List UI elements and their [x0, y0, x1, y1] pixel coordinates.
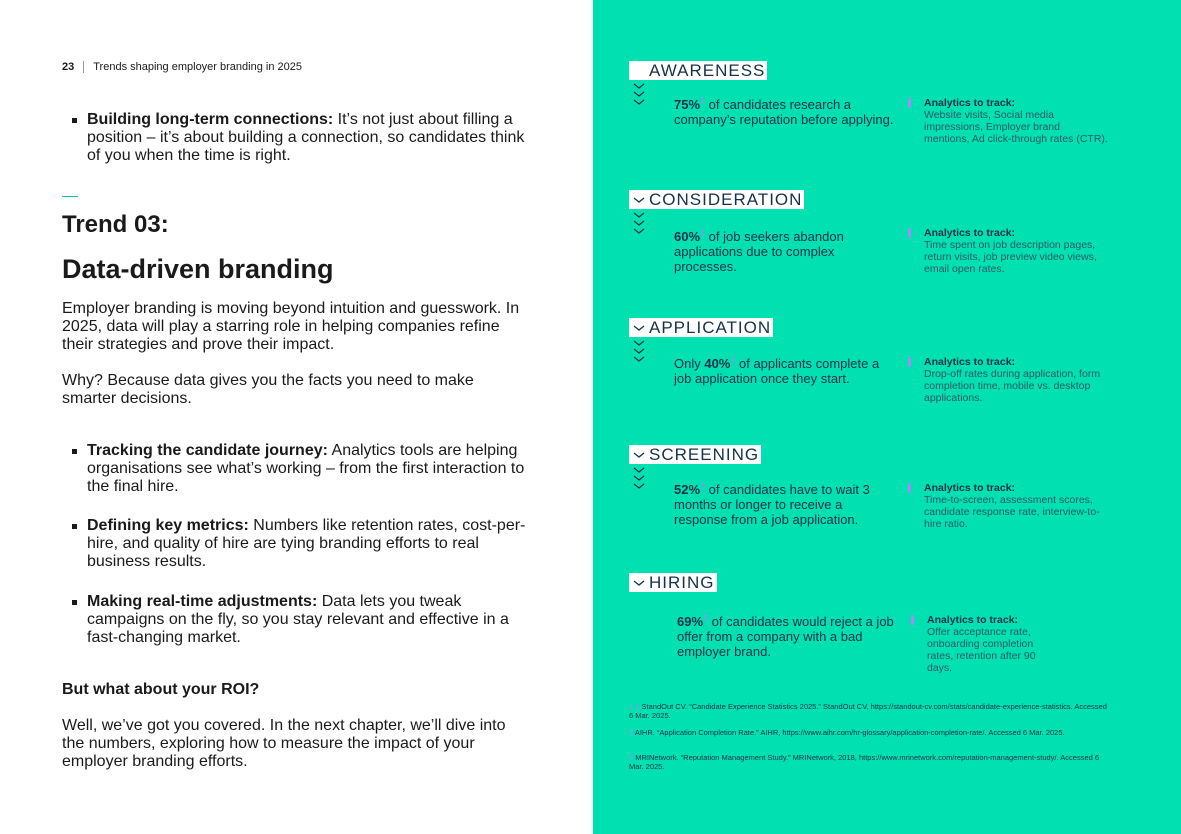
chevron-down-icon [629, 318, 649, 337]
footnote-1 [629, 702, 1109, 720]
stat-text: of job seekers abandon applications due to complex processes. [674, 229, 844, 274]
stat-text: of candidates research a company’s reputation before applying. [674, 97, 894, 127]
chevron-down-icon [629, 61, 649, 80]
bullet-key-metrics [62, 517, 532, 571]
stat-prefix: Only [674, 356, 705, 371]
bullet-bold: Building long-term connections: [87, 111, 334, 128]
stat-application [674, 356, 899, 386]
roi-paragraph: Well, we’ve got you covered. In the next chapter, we’ll dive into the numbers, exploring how to measure the impact of your employer branding efforts. [62, 717, 506, 770]
chevron-stack-icon [633, 339, 647, 367]
stage-label: APPLICATION [649, 318, 772, 337]
bullet-text: Data lets you tweak campaigns on the fly, so you stay relevant and effective in a fast-changing market. [87, 593, 509, 646]
roi-heading: But what about your ROI? [62, 681, 260, 698]
bullet-bold: Making real-time adjustments: [87, 593, 318, 610]
analytics-marker [908, 357, 911, 367]
analytics-title: Analytics to track: [924, 227, 1016, 239]
intro-paragraph: Employer branding is moving beyond intuition and guesswork. In 2025, data will play a starring role in helping companies refine their strategies and prove their impact. [62, 300, 520, 353]
analytics-title: Analytics to track: [924, 356, 1016, 368]
stat-awareness [674, 97, 899, 127]
footnote-text: MRINetwork. “Reputation Management Study.” MRINetwork, 2018, https://www.mrinetwork.com/reputation-management-study/. Accessed 6 Mar. 2025. [629, 753, 1100, 771]
stat-text: of applicants complete a job application once they start. [674, 356, 880, 386]
analytics-hiring [911, 614, 1061, 674]
analytics-marker [908, 98, 911, 108]
stat-percent: 60% [674, 229, 701, 244]
stage-hiring-header [629, 573, 717, 592]
analytics-consideration [908, 227, 1108, 275]
stage-label: AWARENESS [649, 61, 766, 80]
stage-label: HIRING [649, 573, 715, 592]
bullet-text: It’s not just about filling a position – it’s about building a connection, so candidates think of you when the time is right. [87, 111, 525, 164]
footnote-mark: 1 1 [629, 702, 640, 711]
footnote-text: AIHR. “Application Completion Rate.” AIHR, https://www.aihr.com/hr-glossary/application-completion-rate/. Accessed 6 Mar. 2025. [633, 728, 1065, 737]
chevron-stack-icon [633, 82, 647, 110]
bullet-building-connections [62, 111, 532, 165]
stage-label: SCREENING [649, 445, 760, 464]
footnote-mark: 2 [629, 728, 634, 737]
analytics-marker [908, 228, 911, 238]
analytics-title: Analytics to track: [927, 614, 1019, 626]
stat-consideration [674, 229, 899, 274]
analytics-marker [908, 483, 911, 493]
bullet-bold: Defining key metrics: [87, 517, 249, 534]
analytics-awareness [908, 97, 1108, 145]
stage-awareness-header [629, 61, 767, 80]
stat-percent: 75% [674, 97, 701, 112]
stat-hiring [677, 614, 902, 659]
chevron-stack-icon [633, 211, 647, 239]
bullet-bold: Tracking the candidate journey: [87, 442, 328, 459]
footnote-mark: 3 [629, 753, 634, 762]
footnote-3 [629, 753, 1109, 771]
bullet-text: Numbers like retention rates, cost-per-hire, and quality of hire are tying branding efforts to real business results. [87, 517, 526, 570]
analytics-text: Website visits, Social media impressions, Employer brand mentions, Ad click-through rates (CTR). [924, 109, 1108, 145]
stage-consideration-header [629, 190, 804, 209]
why-paragraph: Why? Because data gives you the facts you need to make smarter decisions. [62, 372, 474, 407]
chevron-down-icon [629, 190, 649, 209]
stat-percent: 69% [677, 614, 704, 629]
analytics-marker [911, 615, 914, 625]
trend-title: Data-driven branding [62, 254, 334, 284]
analytics-text: Time spent on job description pages, return visits, job preview video views, email open rates. [924, 239, 1097, 275]
analytics-application [908, 356, 1108, 404]
stat-footnote-ref: 1 [700, 95, 706, 106]
stage-label: CONSIDERATION [649, 190, 803, 209]
stat-text: of candidates have to wait 3 months or longer to receive a response from a job application. [674, 482, 870, 527]
stat-percent: 52% [674, 482, 701, 497]
analytics-text: Drop-off rates during application, form completion time, mobile vs. desktop applications. [924, 368, 1101, 404]
chevron-down-icon [629, 445, 649, 464]
stat-text: of candidates would reject a job offer from a company with a bad employer brand. [677, 614, 894, 659]
stage-screening-header [629, 445, 761, 464]
stat-footnote-ref: 1 [700, 227, 706, 238]
running-head-divider [83, 61, 84, 73]
running-head-title: Trends shaping employer branding in 2025 [93, 61, 302, 73]
stat-percent: 40% [704, 356, 731, 371]
footnote-2 [629, 728, 1109, 737]
chevron-down-icon [629, 573, 649, 592]
stat-footnote-ref: 3 [703, 612, 709, 623]
analytics-title: Analytics to track: [924, 482, 1016, 494]
analytics-title: Analytics to track: [924, 97, 1016, 109]
footnote-text: StandOut CV. “Candidate Experience Statistics 2025.” StandOut CV, https://standout-cv.com/stats/candidate-experience-statistics. Accessed 6 Mar. 2025. [629, 702, 1107, 720]
analytics-text: Offer acceptance rate, onboarding completion rates, retention after 90 days. [927, 626, 1036, 674]
bullet-realtime-adjustments [62, 593, 532, 647]
stat-footnote-ref: 1 [700, 480, 706, 491]
chevron-stack-icon [633, 466, 647, 494]
stat-footnote-ref: 2 [730, 354, 736, 365]
analytics-screening [908, 482, 1108, 530]
accent-divider [62, 196, 78, 197]
stat-screening [674, 482, 899, 527]
running-head [62, 61, 302, 73]
bullet-tracking-journey [62, 442, 532, 496]
bullet-text: Analytics tools are helping organisations see what’s working – from the first interaction to the final hire. [87, 442, 525, 495]
analytics-text: Time-to-screen, assessment scores, candidate response rate, interview-to-hire ratio. [924, 494, 1100, 530]
trend-label: Trend 03: [62, 211, 169, 238]
stage-application-header [629, 318, 773, 337]
page-number: 23 [62, 61, 75, 73]
